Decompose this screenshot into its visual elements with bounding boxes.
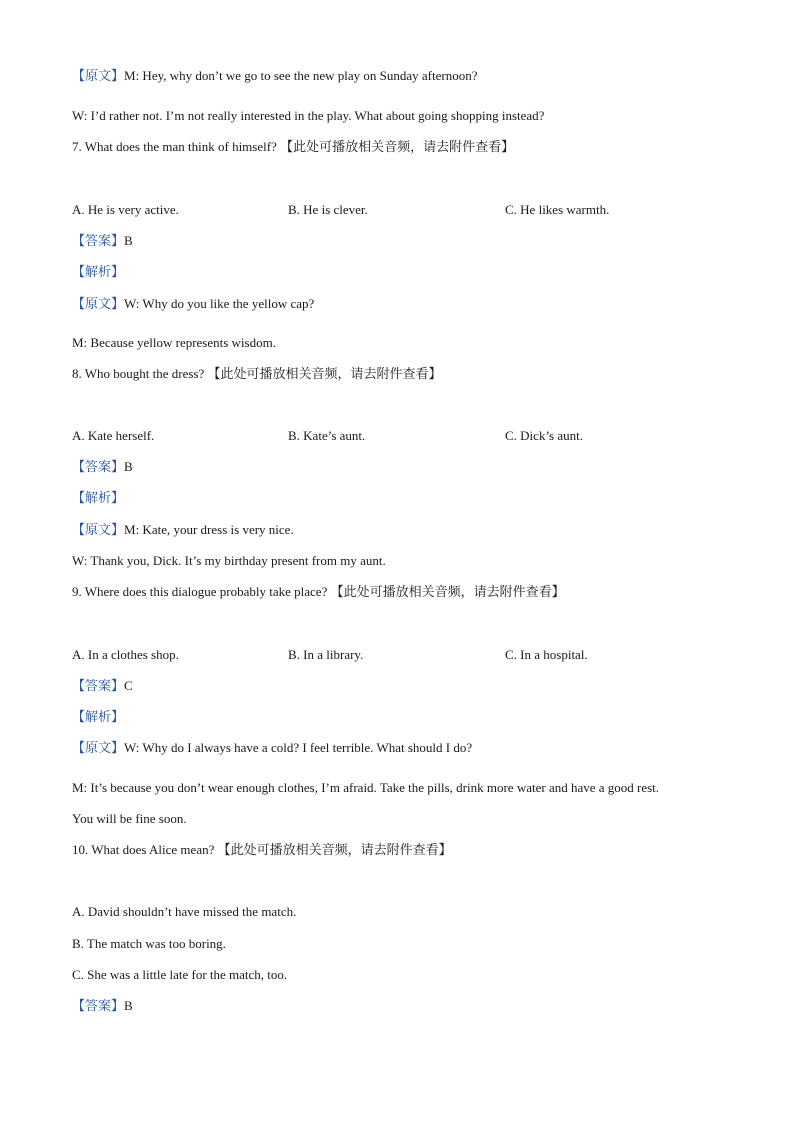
q7-answer xyxy=(72,233,133,249)
answer-tag: 【答案】 xyxy=(72,678,125,693)
source-tag: 【原文】 xyxy=(72,740,125,755)
answer-value: B xyxy=(124,233,133,248)
q7-option-c: C. He likes warmth. xyxy=(505,202,610,217)
q9-option-b: B. In a library. xyxy=(288,647,364,662)
q7-option-a: A. He is very active. xyxy=(72,202,179,217)
q8-analysis-tag: 【解析】 xyxy=(72,490,125,505)
q8-answer xyxy=(72,459,133,475)
answer-value: B xyxy=(124,459,133,474)
q9-source xyxy=(72,740,472,756)
q8-option-a: A. Kate herself. xyxy=(72,428,155,443)
source-tag: 【原文】 xyxy=(72,522,125,537)
q8-option-b: B. Kate’s aunt. xyxy=(288,428,366,443)
question-10: 10. What does Alice mean? 【此处可播放相关音频，请去附件查看】 xyxy=(72,842,452,857)
q9-answer xyxy=(72,678,133,694)
question-9: 9. Where does this dialogue probably take place? 【此处可播放相关音频，请去附件查看】 xyxy=(72,584,565,599)
q8-source xyxy=(72,522,294,538)
source-line: W: Why do I always have a cold? I feel terrible. What should I do? xyxy=(124,740,473,755)
answer-tag: 【答案】 xyxy=(72,233,125,248)
answer-value: B xyxy=(124,998,133,1013)
answer-value: C xyxy=(124,678,133,693)
source-line: M: Because yellow represents wisdom. xyxy=(72,335,276,350)
source-line: W: Why do you like the yellow cap? xyxy=(124,296,315,311)
source-line: W: I’d rather not. I’m not really interested in the play. What about going shopping instead? xyxy=(72,108,545,123)
source-line: M: It’s because you don’t wear enough clothes, I’m afraid. Take the pills, drink more water and have a good rest. xyxy=(72,780,660,795)
q10-option-a: A. David shouldn’t have missed the match. xyxy=(72,904,297,919)
q7-analysis-tag: 【解析】 xyxy=(72,264,125,279)
q7-option-b: B. He is clever. xyxy=(288,202,368,217)
source-line: W: Thank you, Dick. It’s my birthday present from my aunt. xyxy=(72,553,386,568)
q10-option-b: B. The match was too boring. xyxy=(72,936,226,951)
source-text xyxy=(72,68,477,84)
q9-option-c: C. In a hospital. xyxy=(505,647,588,662)
source-tag: 【原文】 xyxy=(72,68,125,83)
q8-option-c: C. Dick’s aunt. xyxy=(505,428,583,443)
answer-tag: 【答案】 xyxy=(72,998,125,1013)
source-line: M: Kate, your dress is very nice. xyxy=(124,522,294,537)
answer-tag: 【答案】 xyxy=(72,459,125,474)
source-line: M: Hey, why don’t we go to see the new play on Sunday afternoon? xyxy=(124,68,478,83)
q10-option-c: C. She was a little late for the match, too. xyxy=(72,967,288,982)
source-line: You will be fine soon. xyxy=(72,811,187,826)
source-tag: 【原文】 xyxy=(72,296,125,311)
q7-source xyxy=(72,296,314,312)
q9-option-a: A. In a clothes shop. xyxy=(72,647,179,662)
question-7: 7. What does the man think of himself? 【此处可播放相关音频，请去附件查看】 xyxy=(72,139,515,154)
q9-analysis-tag: 【解析】 xyxy=(72,709,125,724)
question-8: 8. Who bought the dress? 【此处可播放相关音频，请去附件查看】 xyxy=(72,366,442,381)
q10-answer xyxy=(72,998,133,1014)
